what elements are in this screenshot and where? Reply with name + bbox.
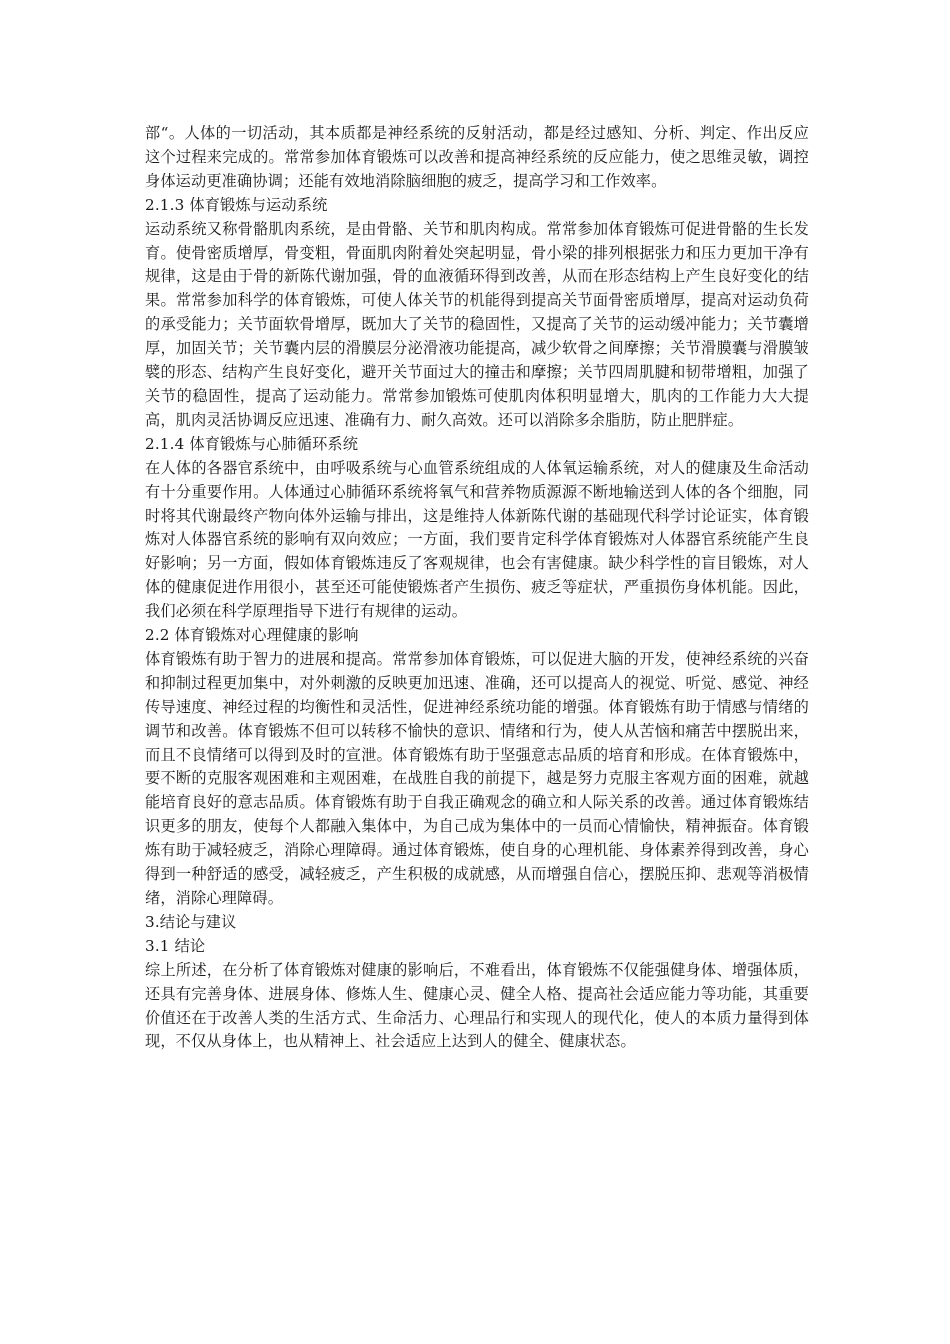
heading-3-1: 3.1 结论 (145, 936, 206, 955)
document-body (145, 122, 809, 1054)
heading-2-2: 2.2 体育锻炼对心理健康的影响 (145, 626, 359, 645)
paragraph-mental-health: 体育锻炼有助于智力的进展和提高。常常参加体育锻炼，可以促进大脑的开发，使神经系统的兴奋和抑制过程更加集中，对外刺激的反映更加迅速、准确，还可以提高人的视觉、听觉、感觉、神经传导速度、神经过程的均衡性和灵活性，促进神经系统功能的增强。体育锻炼有助于情感与情绪的调节和改善。体育锻炼不但可以转移不愉快的意识、情绪和行为，使人从苦恼和痛苦中摆脱出来，而且不良情绪可以得到及时的宣泄。体育锻炼有助于坚强意志品质的培育和形成。在体育锻炼中，要不断的克服客观困难和主观困难，在战胜自我的前提下，越是努力克服主客观方面的困难，就越能培育良好的意志品质。体育锻炼有助于自我正确观念的确立和人际关系的改善。通过体育锻炼结识更多的朋友，使每个人都融入集体中，为自己成为集体中的一员而心情愉快，精神振奋。体育锻炼有助于减轻疲乏，消除心理障碍。通过体育锻炼，使自身的心理机能、身体素养得到改善，身心得到一种舒适的感受，减轻疲乏，产生积极的成就感，从而增强自信心，摆脱压抑、悲观等消极情绪，消除心理障碍。 (145, 649, 809, 907)
paragraph-nervous-system-continued: 部“。人体的一切活动，其本质都是神经系统的反射活动，都是经过感知、分析、判定、作出反应这个过程来完成的。常常参加体育锻炼可以改善和提高神经系统的反应能力，使之思维灵敏，调控身体运动更准确协调；还能有效地消除脑细胞的疲乏，提高学习和工作效率。 (145, 124, 809, 190)
heading-3: 3.结论与建议 (145, 912, 237, 931)
heading-2-1-3: 2.1.3 体育锻炼与运动系统 (145, 195, 328, 214)
paragraph-conclusion: 综上所述，在分析了体育锻炼对健康的影响后，不难看出，体育锻炼不仅能强健身体、增强体质，还具有完善身体、进展身体、修炼人生、健康心灵、健全人格、提高社会适应能力等功能，其重要价值还在于改善人类的生活方式、生命活力、心理品行和实现人的现代化，使人的本质力量得到体现，不仅从身体上，也从精神上、社会适应上达到人的健全、健康状态。 (145, 960, 809, 1051)
heading-2-1-4: 2.1.4 体育锻炼与心肺循环系统 (145, 434, 359, 453)
paragraph-motor-system: 运动系统又称骨骼肌肉系统，是由骨骼、关节和肌肉构成。常常参加体育锻炼可促进骨骼的生长发育。使骨密质增厚，骨变粗，骨面肌肉附着处突起明显，骨小梁的排列根据张力和压力更加干净有规律，这是由于骨的新陈代谢加强，骨的血液循环得到改善，从而在形态结构上产生良好变化的结果。常常参加科学的体育锻炼，可使人体关节的机能得到提高关节面骨密质增厚，提高对运动负荷的承受能力；关节面软骨增厚，既加大了关节的稳固性，又提高了关节的运动缓冲能力；关节囊增厚，加固关节；关节囊内层的滑膜层分泌滑液功能提高，减少软骨之间摩擦；关节滑膜囊与滑膜皱襞的形态、结构产生良好变化，避开关节面过大的撞击和摩擦；关节四周肌腱和韧带增粗，加强了关节的稳固性，提高了运动能力。常常参加锻炼可使肌肉体积明显增大，肌肉的工作能力大大提高，肌肉灵活协调反应迅速、准确有力、耐久高效。还可以消除多余脂肪，防止肥胖症。 (145, 219, 809, 429)
paragraph-cardiopulmonary-system: 在人体的各器官系统中，由呼吸系统与心血管系统组成的人体氧运输系统，对人的健康及生命活动有十分重要作用。人体通过心肺循环系统将氧气和营养物质源源不断地输送到人体的各个细胞，同时将其代谢最终产物向体外运输与排出，这是维持人体新陈代谢的基础现代科学讨论证实，体育锻炼对人体器官系统的影响有双向效应；一方面，我们要肯定科学体育锻炼对人体器官系统能产生良好影响；另一方面，假如体育锻炼违反了客观规律，也会有害健康。缺少科学性的盲目锻炼，对人体的健康促进作用很小，甚至还可能使锻炼者产生损伤、疲乏等症状，严重损伤身体机能。因此，我们必须在科学原理指导下进行有规律的运动。 (145, 458, 809, 621)
